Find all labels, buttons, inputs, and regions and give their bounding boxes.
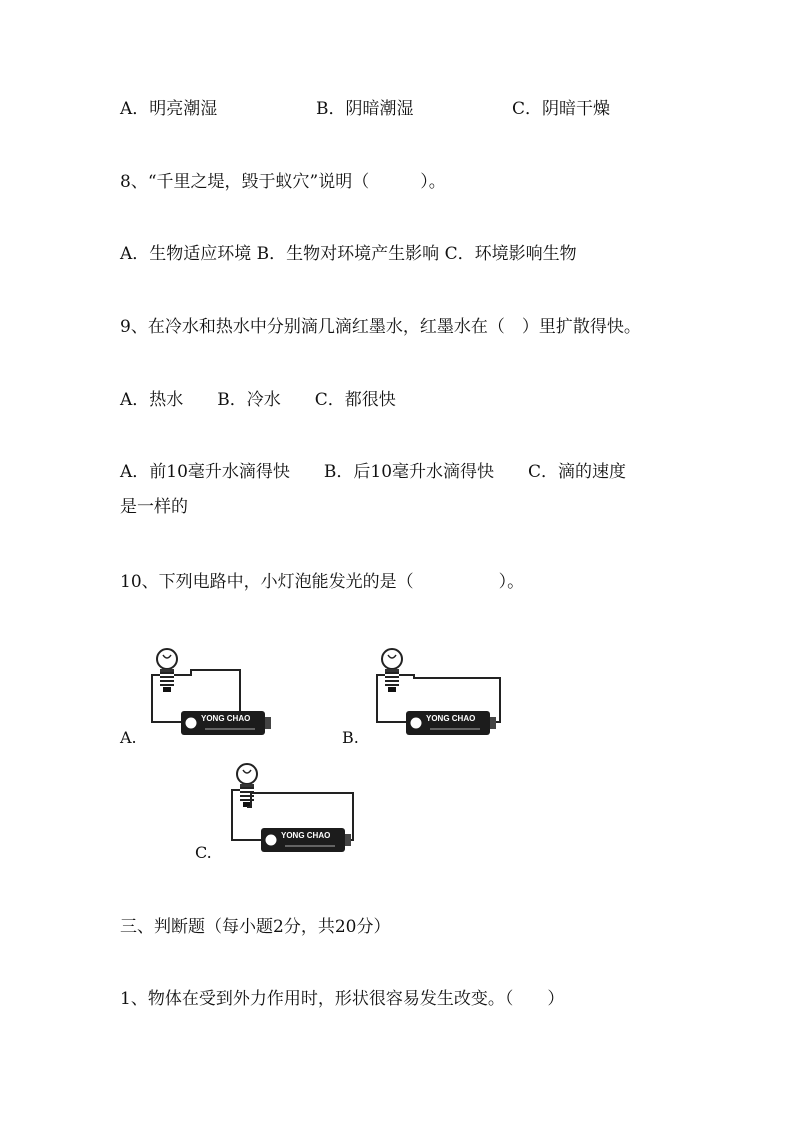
circuit-c-figure xyxy=(225,760,365,860)
q9-options: A．热水 B．冷水 C．都很快 xyxy=(120,390,396,410)
circuit-b-label: B. xyxy=(342,728,359,747)
q7-option-b: B．阴暗潮湿 xyxy=(316,99,414,119)
circuit-b-figure xyxy=(370,645,510,745)
svg-text:YONG CHAO: YONG CHAO xyxy=(281,831,331,840)
battery-icon xyxy=(181,711,271,735)
q9-extra-line2: 是一样的 xyxy=(120,497,188,517)
bulb-icon xyxy=(382,649,402,692)
bulb-icon xyxy=(237,764,257,807)
section3-heading: 三、判断题（每小题2分，共20分） xyxy=(120,917,391,937)
section3-q1: 1、物体在受到外力作用时，形状很容易发生改变。（ ） xyxy=(120,989,565,1009)
q8-stem: 8、“千里之堤，毁于蚁穴”说明（ ）。 xyxy=(120,172,446,192)
battery-icon xyxy=(406,711,496,735)
q7-option-a: A．明亮潮湿 xyxy=(120,99,218,119)
q9-extra-line1: A．前10毫升水滴得快 B．后10毫升水滴得快 C．滴的速度 xyxy=(120,462,627,482)
q8-options: A．生物适应环境 B．生物对环境产生影响 C．环境影响生物 xyxy=(120,244,577,264)
q9-stem: 9、在冷水和热水中分别滴几滴红墨水，红墨水在（ ）里扩散得快。 xyxy=(120,317,641,337)
circuit-c-label: C. xyxy=(195,843,212,862)
battery-icon xyxy=(261,828,351,852)
bulb-icon xyxy=(157,649,177,692)
q7-option-c: C．阴暗干燥 xyxy=(512,99,611,119)
svg-text:YONG CHAO: YONG CHAO xyxy=(201,714,251,723)
circuit-a-label: A. xyxy=(120,728,137,747)
q10-stem: 10、下列电路中，小灯泡能发光的是（ ）。 xyxy=(120,572,525,592)
svg-text:YONG CHAO: YONG CHAO xyxy=(426,714,476,723)
circuit-a-figure xyxy=(145,645,280,745)
